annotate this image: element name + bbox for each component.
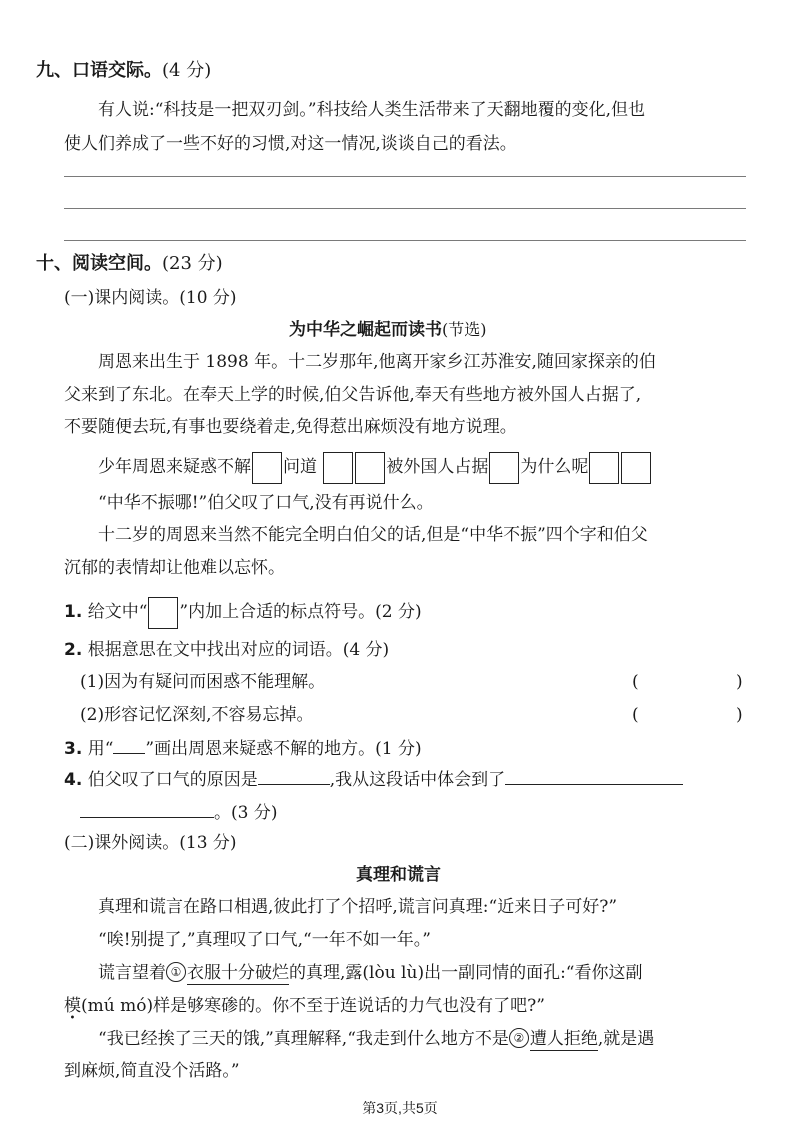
part-2-label: (二)课外阅读。(13 分): [64, 833, 237, 853]
underlined-phrase-1: 衣服十分破烂: [187, 963, 289, 983]
question-2: [64, 639, 389, 661]
passage-2-line-3: [98, 962, 643, 984]
question-4: [64, 768, 683, 791]
section-9-heading: [36, 60, 211, 82]
section-10-title: 十、阅读空间。: [36, 253, 162, 274]
passage-text-segment: 少年周恩来疑惑不解: [98, 457, 251, 477]
answer-paren-close: ): [736, 672, 743, 692]
part-1-label: (一)课内阅读。(10 分): [64, 288, 237, 308]
punctuation-box-1[interactable]: [252, 452, 282, 484]
passage-text-segment: 问道: [283, 457, 317, 477]
passage-1-line-5: “中华不振哪!”伯父叹了口气,没有再说什么。: [98, 493, 434, 513]
passage-1-title-note: (节选): [442, 320, 487, 339]
answer-paren-close: ): [736, 705, 743, 725]
passage-2-line-5: [98, 1028, 654, 1050]
question-number: 4.: [64, 770, 83, 790]
punctuation-box-6[interactable]: [621, 452, 651, 484]
answer-slot-2-1[interactable]: [648, 668, 732, 694]
punctuation-box-4[interactable]: [489, 452, 519, 484]
passage-text-segment: (mú mó)样是够寒碜的。你不至于连说话的力气也没有了吧?”: [81, 996, 545, 1016]
section-10-heading: [36, 253, 223, 275]
dotted-character: 模: [64, 996, 81, 1016]
section-9-points: (4 分): [162, 60, 212, 81]
passage-1-line-2: 父来到了东北。在奉天上学的时候,伯父告诉他,奉天有些地方被外国人占据了,: [64, 385, 642, 405]
passage-text-segment: 被外国人占据: [386, 457, 489, 477]
passage-1-line-7: 沉郁的表情却让他难以忘怀。: [64, 558, 285, 578]
passage-text-segment: 的真理,露(lòu lù)出一副同情的面孔:“看你这副: [289, 963, 643, 983]
passage-1-punctuation-line: [98, 449, 652, 485]
punctuation-box-5[interactable]: [589, 452, 619, 484]
section-9-prompt-line-2: 使人们养成了一些不好的习惯,对这一情况,谈谈自己的看法。: [64, 134, 517, 154]
passage-2-line-1: 真理和谎言在路口相遇,彼此打了个招呼,谎言问真理:“近来日子可好?”: [98, 897, 618, 917]
passage-1-title-text: 为中华之崛起而读书: [289, 320, 442, 340]
answer-paren-open: (: [632, 672, 639, 692]
answer-slot-2-2[interactable]: [648, 701, 732, 727]
passage-1-line-1: 周恩来出生于 1898 年。十二岁那年,他离开家乡江苏淮安,随回家探亲的伯: [98, 352, 656, 372]
answer-blank-4-2[interactable]: [505, 768, 683, 785]
question-1: [64, 596, 422, 629]
passage-2-line-4: [64, 995, 545, 1017]
punctuation-box-3[interactable]: [355, 452, 385, 484]
question-text: ,我从这段话中体会到了: [329, 770, 506, 790]
question-2-item-1: (1)因为有疑问而困惑不能理解。: [80, 672, 326, 692]
answer-line-2[interactable]: [64, 208, 746, 209]
question-2-item-2: (2)形容记忆深刻,不容易忘掉。: [80, 705, 314, 725]
question-text: ”内加上合适的标点符号。(2 分): [179, 602, 422, 622]
question-number: 2.: [64, 640, 83, 660]
question-text: 伯父叹了口气的原因是: [87, 770, 258, 790]
answer-blank-4-1[interactable]: [258, 768, 330, 785]
circled-number-1: ①: [166, 962, 186, 982]
section-9-title: 九、口语交际。: [36, 60, 162, 81]
circled-number-2: ②: [509, 1028, 529, 1048]
question-4-line-2: [80, 801, 277, 824]
question-3: [64, 737, 422, 760]
passage-1-line-3: 不要随便去玩,有事也要绕着走,免得惹出麻烦没有地方说理。: [64, 417, 517, 437]
passage-text-segment: 谎言望着: [98, 963, 166, 983]
passage-2-line-6: 到麻烦,简直没个活路。”: [64, 1061, 240, 1081]
passage-2-line-2: “唉!别提了,”真理叹了口气,“一年不如一年。”: [98, 930, 431, 950]
answer-paren-open: (: [632, 705, 639, 725]
answer-line-1[interactable]: [64, 176, 746, 177]
question-number: 1.: [64, 602, 83, 622]
passage-text-segment: 为什么呢: [520, 457, 589, 477]
sample-box: [148, 597, 178, 629]
answer-line-3[interactable]: [64, 240, 746, 241]
question-text: 根据意思在文中找出对应的词语。(4 分): [87, 640, 390, 660]
underlined-phrase-2: 遭人拒绝: [529, 1029, 598, 1049]
passage-text-segment: “我已经挨了三天的饿,”真理解释,“我走到什么地方不是: [98, 1029, 509, 1049]
section-10-points: (23 分): [162, 253, 223, 274]
page-footer: 第3页,共5页: [362, 1100, 438, 1116]
question-text: 。(3 分): [214, 803, 278, 823]
section-9-prompt-line-1: 有人说:“科技是一把双刃剑。”科技给人类生活带来了天翻地覆的变化,但也: [98, 100, 646, 120]
question-text: 用“: [87, 739, 114, 759]
question-text: 给文中“: [87, 602, 148, 622]
passage-1-title: [289, 319, 487, 341]
passage-2-title: 真理和谎言: [356, 865, 441, 885]
punctuation-box-2[interactable]: [323, 452, 353, 484]
question-text: ”画出周恩来疑惑不解的地方。(1 分): [145, 739, 422, 759]
underline-sample: [113, 737, 145, 754]
passage-text-segment: ,就是遇: [597, 1029, 655, 1049]
answer-blank-4-3[interactable]: [80, 801, 214, 818]
question-number: 3.: [64, 739, 83, 759]
passage-1-line-6: 十二岁的周恩来当然不能完全明白伯父的话,但是“中华不振”四个字和伯父: [98, 525, 648, 545]
